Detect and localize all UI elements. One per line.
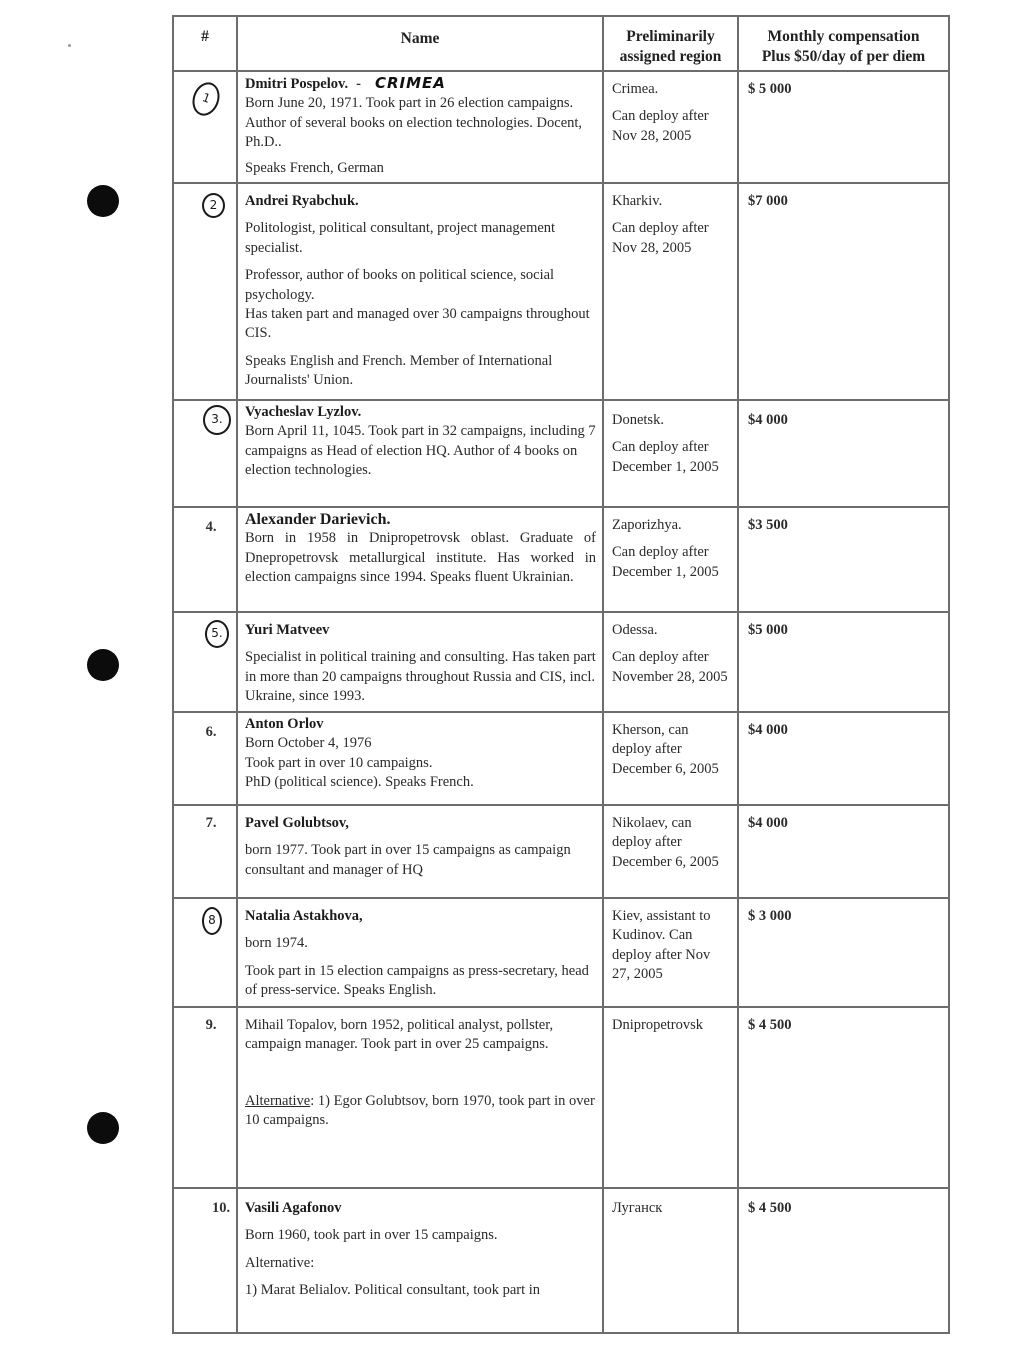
row-number-cell bbox=[173, 1188, 237, 1333]
document-page bbox=[172, 15, 948, 1299]
alternative-label: Alternative bbox=[245, 1092, 311, 1109]
candidate-name: Vyacheslav Lyzlov. bbox=[245, 404, 362, 420]
name-cell bbox=[237, 712, 603, 805]
table-row bbox=[173, 1007, 949, 1188]
header-region bbox=[603, 16, 738, 71]
name-cell bbox=[237, 507, 603, 612]
table-row bbox=[173, 898, 949, 1007]
region-cell bbox=[603, 183, 738, 400]
candidate-bio: 1) Marat Belialov. Political consultant, took part in bbox=[245, 1282, 541, 1299]
handwritten-note: CRIMEA bbox=[374, 74, 446, 92]
row-number-cell bbox=[173, 612, 237, 712]
candidate-bio: Specialist in political training and consulting. Has taken part in more than 20 campaigns throughout Russia and CIS, incl. Ukraine, since 1993. bbox=[245, 649, 596, 705]
row-number-cell bbox=[173, 898, 237, 1007]
row-number-cell bbox=[173, 507, 237, 612]
alternative-text: : 1) Egor Golubtsov, born 1970, took part in over 10 campaigns. bbox=[245, 1092, 595, 1129]
candidate-name: Alexander Darievich. bbox=[245, 511, 391, 528]
punch-hole-icon bbox=[87, 649, 119, 681]
row-number-cell bbox=[173, 712, 237, 805]
region-cell bbox=[603, 1188, 738, 1333]
region-name: Nikolaev, can deploy after December 6, 2005 bbox=[612, 815, 719, 870]
header-region-line1: Preliminarily bbox=[626, 28, 715, 45]
name-cell bbox=[237, 400, 603, 507]
region-cell bbox=[603, 400, 738, 507]
row-number: 6. bbox=[205, 724, 217, 740]
row-number: 8 bbox=[208, 913, 216, 928]
table-row bbox=[173, 400, 949, 507]
region-cell bbox=[603, 71, 738, 183]
region-name: Kiev, assistant to Kudinov. Can deploy after Nov 27, 2005 bbox=[612, 908, 711, 983]
deploy-date: Can deploy after December 1, 2005 bbox=[612, 544, 719, 580]
region-name: Kherson, can deploy after December 6, 2005 bbox=[612, 722, 719, 777]
table-row bbox=[173, 183, 949, 400]
header-comp-line1: Monthly compensation bbox=[767, 28, 920, 45]
compensation-cell: $ 3 000 bbox=[738, 898, 949, 1007]
name-cell bbox=[237, 71, 603, 183]
compensation-cell: $ 4 500 bbox=[738, 1188, 949, 1333]
row-number: 7. bbox=[205, 815, 217, 831]
circled-number-icon bbox=[188, 79, 224, 120]
table-header-row bbox=[173, 16, 949, 71]
circled-number-icon bbox=[203, 405, 231, 435]
name-cell bbox=[237, 898, 603, 1007]
handwritten-dash: - bbox=[356, 76, 361, 92]
candidate-bio: Mihail Topalov, born 1952, political analyst, pollster, campaign manager. Took part in over 25 campaigns. bbox=[245, 1017, 554, 1053]
region-name: Donetsk. bbox=[612, 412, 664, 428]
candidate-bio: Alternative: bbox=[245, 1254, 315, 1271]
candidate-name: Andrei Ryabchuk. bbox=[245, 193, 359, 209]
candidate-name: Dmitri Pospelov. bbox=[245, 76, 349, 92]
header-compensation bbox=[738, 16, 949, 71]
candidate-bio: Has taken part and managed over 30 campaigns throughout CIS. bbox=[245, 306, 590, 342]
circled-number-icon bbox=[202, 193, 225, 218]
candidate-bio: Speaks English and French. Member of International Journalists' Union. bbox=[245, 352, 553, 389]
region-name: Kharkiv. bbox=[612, 193, 663, 209]
candidate-bio: Born in 1958 in Dnipropetrovsk oblast. Graduate of Dnepropetrovsk metallurgical institute. Has worked in election campaigns since 1994. Speaks fluent Ukrainian. bbox=[245, 530, 596, 586]
row-number-cell bbox=[173, 805, 237, 898]
deploy-date: Can deploy after Nov 28, 2005 bbox=[612, 220, 709, 256]
row-number: 10. bbox=[211, 1200, 231, 1216]
header-name: Name bbox=[237, 16, 603, 71]
compensation-cell: $5 000 bbox=[738, 612, 949, 712]
candidate-name: Vasili Agafonov bbox=[245, 1200, 342, 1216]
name-cell bbox=[237, 183, 603, 400]
table-row bbox=[173, 612, 949, 712]
row-number-cell bbox=[173, 71, 237, 183]
region-name: Луганск bbox=[612, 1200, 663, 1216]
region-cell bbox=[603, 712, 738, 805]
scan-speck bbox=[68, 44, 71, 47]
candidate-bio: Born 1960, took part in over 15 campaigns. bbox=[245, 1227, 498, 1244]
candidates-table bbox=[172, 15, 950, 1334]
row-number: 3. bbox=[211, 412, 223, 427]
deploy-date: Can deploy after December 1, 2005 bbox=[612, 439, 719, 475]
candidate-bio: born 1974. bbox=[245, 935, 308, 952]
candidate-bio: born 1977. Took part in over 15 campaigns as campaign consultant and manager of HQ bbox=[245, 842, 571, 878]
deploy-date: Can deploy after November 28, 2005 bbox=[612, 649, 728, 685]
compensation-cell: $ 5 000 bbox=[738, 71, 949, 183]
row-number: 9. bbox=[205, 1017, 217, 1033]
row-number: 4. bbox=[205, 519, 217, 535]
table-row bbox=[173, 1188, 949, 1333]
circled-number-icon bbox=[202, 907, 222, 935]
region-cell bbox=[603, 898, 738, 1007]
compensation-cell: $3 500 bbox=[738, 507, 949, 612]
candidate-name: Yuri Matveev bbox=[245, 622, 330, 638]
region-cell bbox=[603, 507, 738, 612]
header-number: # bbox=[173, 16, 237, 71]
region-cell bbox=[603, 1007, 738, 1188]
compensation-cell: $4 000 bbox=[738, 805, 949, 898]
candidate-bio: Took part in over 10 campaigns. bbox=[245, 754, 433, 771]
name-cell bbox=[237, 1007, 603, 1188]
table-row bbox=[173, 71, 949, 183]
region-name: Dnipropetrovsk bbox=[612, 1017, 704, 1033]
candidate-name: Pavel Golubtsov, bbox=[245, 815, 349, 831]
row-number-cell bbox=[173, 183, 237, 400]
row-number-cell bbox=[173, 1007, 237, 1188]
punch-hole-icon bbox=[87, 185, 119, 217]
name-cell bbox=[237, 1188, 603, 1333]
row-number: 2 bbox=[209, 197, 218, 212]
row-number: 1 bbox=[200, 90, 213, 107]
row-number: 5. bbox=[211, 626, 223, 641]
table-row bbox=[173, 507, 949, 612]
punch-hole-icon bbox=[87, 1112, 119, 1144]
compensation-cell: $4 000 bbox=[738, 400, 949, 507]
candidate-bio: Born October 4, 1976 bbox=[245, 735, 372, 752]
table-row bbox=[173, 805, 949, 898]
region-name: Odessa. bbox=[612, 622, 658, 638]
compensation-cell: $7 000 bbox=[738, 183, 949, 400]
candidate-bio: Born June 20, 1971. Took part in 26 election campaigns. Author of several books on election technologies. Docent, Ph.D.. bbox=[245, 95, 583, 151]
header-region-line2: assigned region bbox=[619, 48, 722, 65]
circled-number-icon bbox=[205, 620, 229, 648]
candidate-name: Anton Orlov bbox=[245, 716, 324, 732]
name-cell bbox=[237, 805, 603, 898]
candidate-bio: Took part in 15 election campaigns as press-secretary, head of press-service. Speaks English. bbox=[245, 962, 589, 999]
candidate-bio: Politologist, political consultant, project management specialist. bbox=[245, 220, 556, 256]
row-number-cell bbox=[173, 400, 237, 507]
candidate-bio: Speaks French, German bbox=[245, 159, 384, 176]
region-name: Zaporizhya. bbox=[612, 517, 682, 533]
header-comp-line2: Plus $50/day of per diem bbox=[761, 48, 926, 65]
region-cell bbox=[603, 805, 738, 898]
alternative-note bbox=[245, 1092, 596, 1131]
region-name: Crimea. bbox=[612, 81, 659, 97]
name-cell bbox=[237, 612, 603, 712]
candidate-bio: Born April 11, 1045. Took part in 32 campaigns, including 7 campaigns as Head of election HQ. Author of 4 books on election technologies. bbox=[245, 423, 596, 479]
region-cell bbox=[603, 612, 738, 712]
candidate-bio: Professor, author of books on political science, social psychology. bbox=[245, 267, 555, 303]
compensation-cell: $ 4 500 bbox=[738, 1007, 949, 1188]
compensation-cell: $4 000 bbox=[738, 712, 949, 805]
candidate-bio: PhD (political science). Speaks French. bbox=[245, 774, 474, 791]
candidate-name: Natalia Astakhova, bbox=[245, 908, 363, 924]
table-row bbox=[173, 712, 949, 805]
deploy-date: Can deploy after Nov 28, 2005 bbox=[612, 108, 709, 144]
